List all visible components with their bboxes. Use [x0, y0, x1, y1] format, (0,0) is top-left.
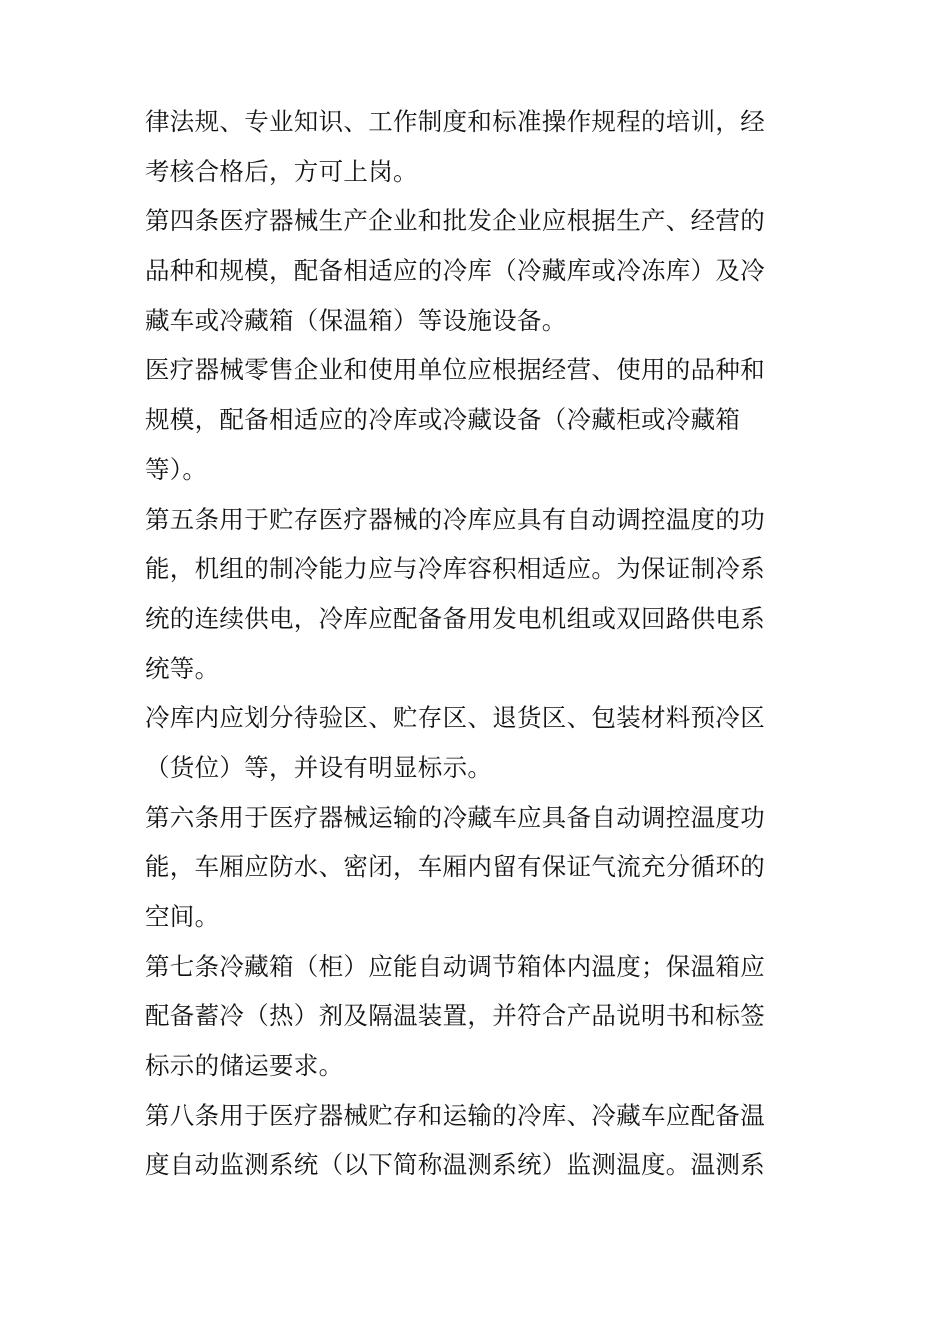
- text-line: 度自动监测系统（以下简称温测系统）监测温度。温测系: [145, 1150, 765, 1180]
- text-line: 第五条用于贮存医疗器械的冷库应具有自动调控温度的功: [145, 504, 765, 534]
- text-line: 能，机组的制冷能力应与冷库容积相适应。为保证制冷系: [145, 554, 765, 584]
- text-line: 等）。: [145, 454, 208, 484]
- text-line: 律法规、专业知识、工作制度和标准操作规程的培训，经: [145, 107, 765, 136]
- text-line: 考核合格后，方可上岗。: [145, 156, 418, 186]
- text-line: 标示的储运要求。: [145, 1051, 344, 1081]
- text-line: 统的连续供电，冷库应配备备用发电机组或双回路供电系: [145, 603, 765, 633]
- text-line: 品种和规模，配备相适应的冷库（冷藏库或冷冻库）及冷: [145, 256, 765, 286]
- text-line: 医疗器械零售企业和使用单位应根据经营、使用的品种和: [145, 355, 765, 385]
- text-line: 第六条用于医疗器械运输的冷藏车应具备自动调控温度功: [145, 802, 765, 832]
- text-line: （货位）等，并设有明显标示。: [145, 752, 493, 782]
- text-line: 配备蓄冷（热）剂及隔温装置，并符合产品说明书和标签: [145, 1001, 765, 1031]
- text-line: 第七条冷藏箱（柜）应能自动调节箱体内温度；保温箱应: [145, 951, 765, 981]
- text-line: 能，车厢应防水、密闭，车厢内留有保证气流充分循环的: [145, 852, 765, 882]
- text-line: 统等。: [145, 653, 220, 683]
- text-line: 第四条医疗器械生产企业和批发企业应根据生产、经营的: [145, 206, 765, 236]
- document-body: [145, 97, 785, 1190]
- text-line: 冷库内应划分待验区、贮存区、退货区、包装材料预冷区: [145, 703, 765, 733]
- text-line: 第八条用于医疗器械贮存和运输的冷库、冷藏车应配备温: [145, 1100, 765, 1130]
- text-line: 空间。: [145, 902, 220, 931]
- text-line: 规模，配备相适应的冷库或冷藏设备（冷藏柜或冷藏箱: [145, 405, 741, 435]
- text-line: 藏车或冷藏箱（保温箱）等设施设备。: [145, 305, 567, 335]
